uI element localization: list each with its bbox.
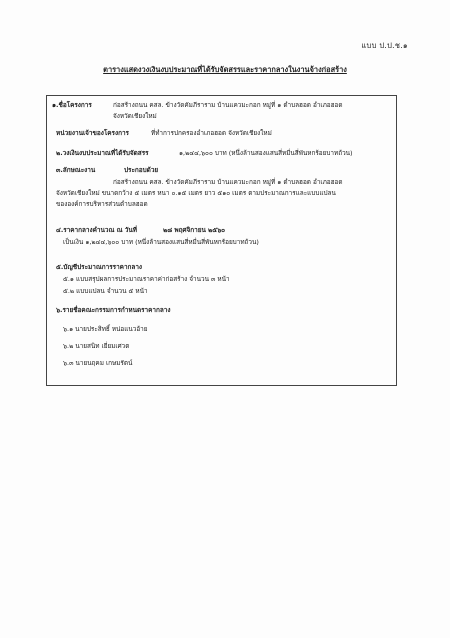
- committee-member-2: ๖.๒ นายสนิท เยี่ยมเศวต: [63, 342, 130, 350]
- work-nature-line3: ขององค์การบริหารส่วนตำบลฮอด: [56, 200, 148, 208]
- work-nature-label: ๓.ลักษณะงาน: [56, 166, 96, 174]
- project-name-line2: จังหวัดเชียงใหม่: [113, 112, 157, 120]
- budget-value: ๑,๒๔๔,๖๐๐ บาท (หนึ่งล้านสองแสนสี่หมื่นสี่พันหกร้อยบาทถ้วน): [179, 149, 353, 157]
- work-nature-sub: ประกอบด้วย: [124, 166, 159, 174]
- ref-price-value: เป็นเงิน ๑,๒๔๔,๖๐๐ บาท (หนึ่งล้านสองแสนสี่หมื่นสี่พันหกร้อยบาทถ้วน): [63, 238, 259, 246]
- budget-label: ๒.วงเงินงบประมาณที่ได้รับจัดสรร: [56, 149, 149, 157]
- committee-member-3: ๖.๓ นายนฤคม เกษมรัตน์: [63, 359, 133, 367]
- source-item-2: ๕.๒ แบบแปลน จำนวน ๕ หน้า: [63, 287, 148, 295]
- committee-member-1: ๖.๑ นายประสิทธิ์ หน่อแนวอ้าย: [63, 325, 148, 333]
- source-item-1: ๕.๑ แบบสรุปผลการประมาณราคาค่าก่อสร้าง จำนวน ๓ หน้า: [63, 275, 230, 283]
- ref-price-label: ๔.ราคากลางคำนวณ ณ วันที่: [56, 226, 137, 234]
- project-name-line1: ก่อสร้างถนน คสล. ข้างวัดคัมภีราราม บ้านแควมะกอก หมู่ที่ ๑ ตำบลฮอด อำเภอฮอด: [113, 101, 343, 109]
- agency-value: ที่ทำการปกครองอำเภอฮอด จังหวัดเชียงใหม่: [151, 129, 272, 137]
- sources-label: ๕.บัญชีประมาณการราคากลาง: [56, 263, 143, 271]
- ref-price-date: ๒๘ พฤศจิกายน ๒๕๖๐: [163, 226, 226, 234]
- project-name-label: ๑.ชื่อโครงการ: [52, 101, 92, 109]
- document-title: ตารางแสดงวงเงินงบประมาณที่ได้รับจัดสรรและราคากลางในงานจ้างก่อสร้าง: [103, 65, 347, 74]
- agency-label: หน่วยงานเจ้าของโครงการ: [56, 129, 129, 137]
- committee-label: ๖.รายชื่อคณะกรรมการกำหนดราคากลาง: [56, 306, 171, 314]
- form-code: แบบ ป.ป.ช.๑: [361, 41, 408, 50]
- work-nature-line1: ก่อสร้างถนน คสล. ข้างวัดคัมภีราราม บ้านแควมะกอก หมู่ที่ ๑ ตำบลฮอด อำเภอฮอด: [113, 178, 343, 186]
- work-nature-line2: จังหวัดเชียงใหม่ ขนาดกว้าง ๕ เมตร หนา ๐.๑๕ เมตร ยาว ๕๑๐ เมตร ตามประมาณการและแบบแปลน: [56, 189, 336, 197]
